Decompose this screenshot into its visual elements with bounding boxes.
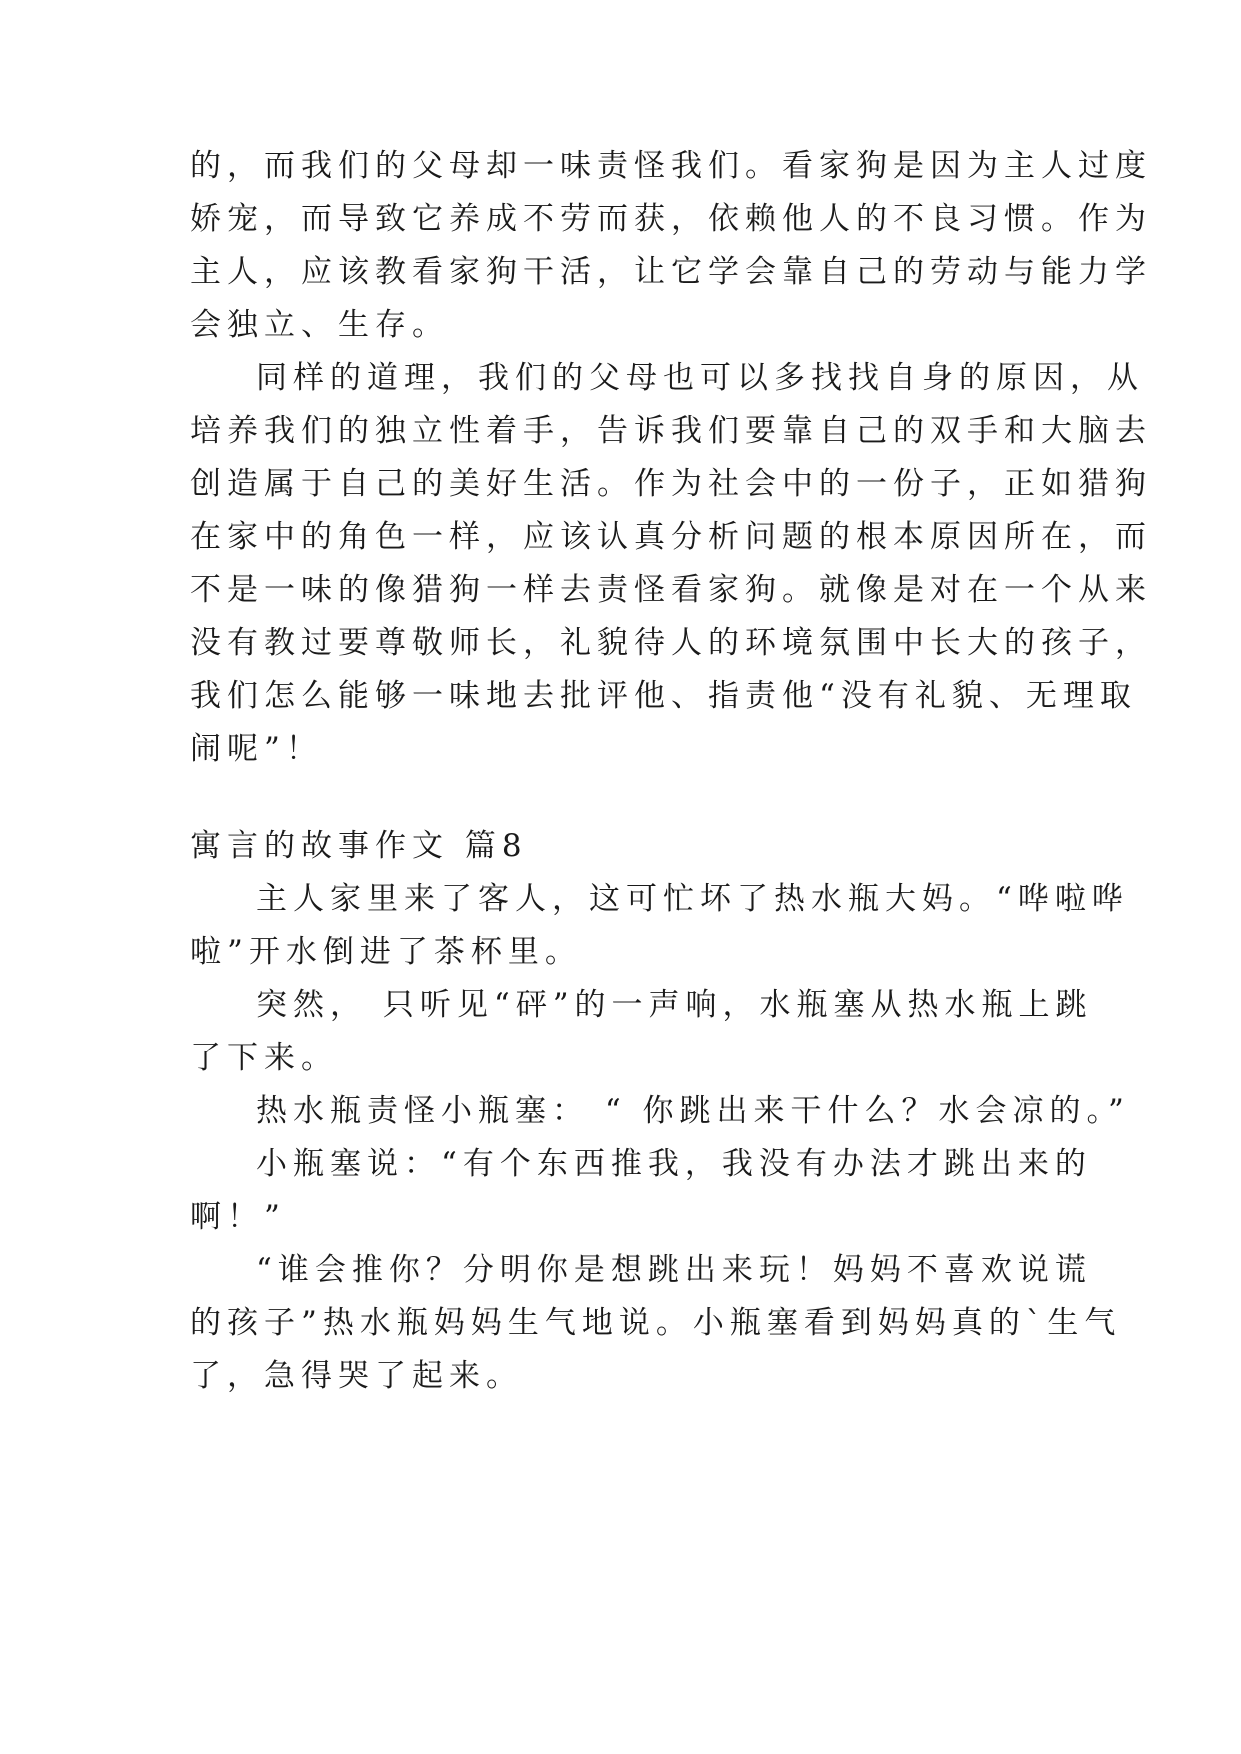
paragraph-line: 了下来。 bbox=[190, 1040, 338, 1076]
paragraph-line: 啦”开水倒进了茶杯里。 bbox=[190, 934, 582, 970]
paragraph-line: 主人家里来了客人，这可忙坏了热水瓶大妈。“哗啦哗 bbox=[256, 881, 1129, 917]
paragraph-line: 闹呢”！ bbox=[190, 731, 323, 767]
paragraph-line: 了，急得哭了起来。 bbox=[190, 1358, 523, 1394]
paragraph-line: 啊！” bbox=[190, 1199, 286, 1235]
paragraph-line: “谁会推你？分明你是想跳出来玩！妈妈不喜欢说谎 bbox=[256, 1252, 1092, 1288]
paragraph-line: 主人，应该教看家狗干活，让它学会靠自己的劳动与能力学 bbox=[190, 254, 1152, 290]
paragraph-line: 热水瓶责怪小瓶塞： “ 你跳出来干什么？水会凉的。” bbox=[256, 1093, 1130, 1129]
paragraph-line: 会独立、生存。 bbox=[190, 307, 449, 343]
paragraph-line: 创造属于自己的美好生活。作为社会中的一份子，正如猎狗 bbox=[190, 466, 1152, 502]
paragraph-line: 同样的道理，我们的父母也可以多找找自身的原因，从 bbox=[256, 360, 1144, 396]
paragraph-line: 娇宠，而导致它养成不劳而获，依赖他人的不良习惯。作为 bbox=[190, 201, 1152, 237]
paragraph-line: 的，而我们的父母却一味责怪我们。看家狗是因为主人过度 bbox=[190, 148, 1152, 184]
section-title: 寓言的故事作文 篇8 bbox=[190, 828, 528, 864]
paragraph-line: 没有教过要尊敬师长，礼貌待人的环境氛围中长大的孩子， bbox=[190, 625, 1152, 661]
paragraph-line: 突然， 只听见“砰”的一声响，水瓶塞从热水瓶上跳 bbox=[256, 987, 1093, 1023]
paragraph-line: 的孩子”热水瓶妈妈生气地说。小瓶塞看到妈妈真的`生气 bbox=[190, 1305, 1122, 1341]
paragraph-line: 小瓶塞说：“有个东西推我，我没有办法才跳出来的 bbox=[256, 1146, 1092, 1182]
paragraph-line: 在家中的角色一样，应该认真分析问题的根本原因所在，而 bbox=[190, 519, 1152, 555]
paragraph-line: 我们怎么能够一味地去批评他、指责他“没有礼貌、无理取 bbox=[190, 678, 1137, 714]
paragraph-line: 不是一味的像猎狗一样去责怪看家狗。就像是对在一个从来 bbox=[190, 572, 1152, 608]
paragraph-line: 培养我们的独立性着手，告诉我们要靠自己的双手和大脑去 bbox=[190, 413, 1152, 449]
